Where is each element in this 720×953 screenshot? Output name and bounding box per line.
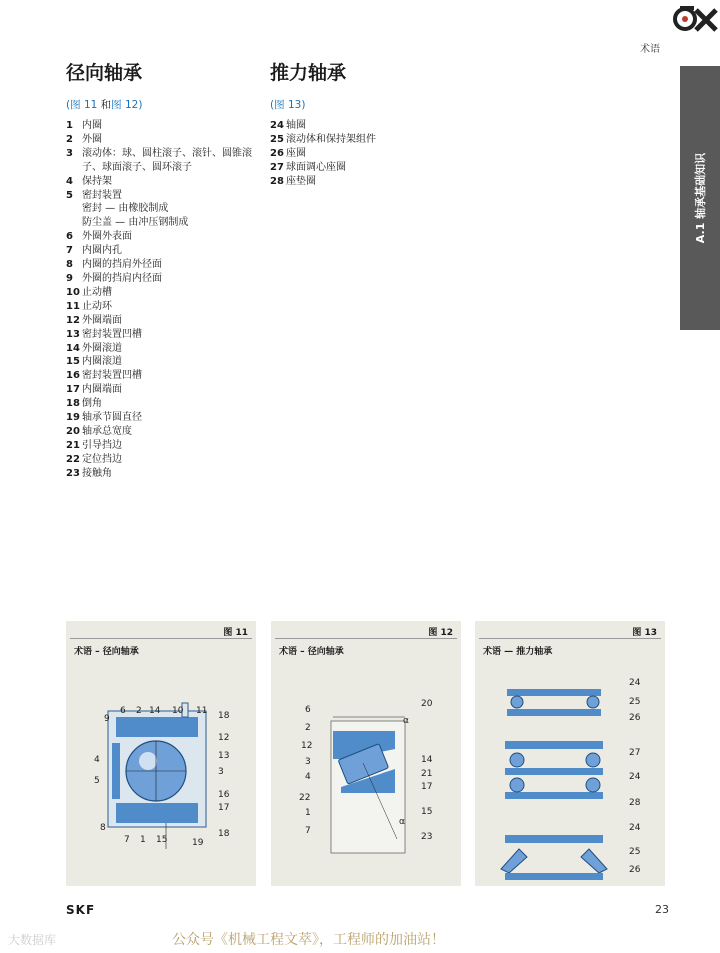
- callout-label: 4: [305, 772, 311, 782]
- callout-label: 7: [124, 835, 130, 845]
- callout-label: 6: [305, 705, 311, 715]
- term-text: 滚动体：球、圆柱滚子、滚针、圆锥滚子、球面滚子、圆环滚子: [82, 147, 252, 173]
- term-item: [66, 425, 266, 439]
- ref-and-text: 和: [97, 99, 112, 111]
- term-number: 8: [66, 259, 73, 271]
- callout-label: 24: [629, 772, 641, 782]
- term-number: 13: [66, 328, 80, 340]
- term-text: 密封装置凹槽: [82, 328, 142, 340]
- callout-label: 12: [301, 741, 313, 751]
- radial-terms-list: [66, 119, 266, 481]
- term-number: 21: [66, 439, 80, 451]
- brand-logo-icon: [672, 4, 718, 32]
- callout-label: 22: [299, 793, 311, 803]
- term-number: 17: [66, 384, 80, 396]
- term-item: [66, 286, 266, 300]
- term-item: [66, 328, 266, 342]
- chapter-tab-label: A.1 轴承基础知识: [694, 152, 707, 244]
- callout-label: 6: [120, 706, 126, 716]
- tapered-roller-bearing-diagram: [271, 659, 461, 886]
- term-number: 15: [66, 356, 80, 368]
- term-text: 轴承节圆直径: [82, 412, 142, 424]
- callout-label: 2: [305, 723, 311, 733]
- callout-label: 4: [94, 755, 100, 765]
- radial-bearings-column: [66, 60, 266, 481]
- term-number: 25: [270, 133, 284, 145]
- callout-label: 24: [629, 823, 641, 833]
- ref-paren-close: ): [301, 99, 306, 111]
- callout-label: 9: [104, 714, 110, 724]
- callout-label: 27: [629, 748, 641, 758]
- term-item: [66, 397, 266, 411]
- callout-label: 26: [629, 713, 641, 723]
- term-item: [66, 133, 266, 147]
- term-number: 1: [66, 120, 73, 131]
- term-item: [66, 467, 266, 481]
- term-number: [66, 216, 82, 230]
- term-number: 20: [66, 425, 80, 437]
- term-number: 6: [66, 231, 73, 243]
- figure-11-panel: [66, 621, 256, 886]
- figure-number: 图 11: [223, 628, 248, 638]
- figure-divider: [479, 638, 661, 639]
- term-text: 外圈滚道: [82, 342, 122, 354]
- callout-label: 10: [172, 706, 184, 716]
- term-text: 内圈的挡肩外径面: [82, 259, 162, 271]
- ref-paren-open: (: [66, 99, 71, 111]
- figure-11-link[interactable]: 图 11: [70, 99, 98, 111]
- figure-title: 术语 — 推力轴承: [483, 647, 553, 657]
- term-item: [66, 300, 266, 314]
- term-number: 5: [66, 189, 73, 201]
- term-item: [66, 314, 266, 328]
- term-text: 密封装置: [82, 189, 122, 201]
- chapter-side-tab: [680, 66, 720, 330]
- callout-label: 24: [629, 678, 641, 688]
- callout-label: 11: [196, 706, 208, 716]
- thrust-terms-list: [270, 119, 470, 189]
- skf-logo: SKF: [66, 903, 96, 917]
- term-text: 内圈: [82, 120, 102, 131]
- term-item: [66, 244, 266, 258]
- callout-label: 13: [218, 751, 230, 761]
- term-text: 座圈: [286, 147, 306, 159]
- term-number: 9: [66, 272, 73, 284]
- watermark-text: 大数据库: [8, 933, 57, 947]
- figure-13-link[interactable]: 图 13: [274, 99, 302, 111]
- term-text: 内圈内孔: [82, 245, 122, 257]
- callout-label: 25: [629, 847, 641, 857]
- term-text: 保持架: [82, 175, 112, 187]
- term-text: 外圈的挡肩内径面: [82, 272, 162, 284]
- callout-label: 20: [421, 699, 433, 709]
- term-item: [66, 258, 266, 272]
- term-item: [270, 175, 470, 189]
- term-number: 10: [66, 286, 80, 298]
- term-number: 7: [66, 245, 73, 257]
- term-item: [66, 202, 266, 216]
- term-number: 14: [66, 342, 80, 354]
- thrust-bearings-column: [270, 60, 470, 189]
- callout-label: 17: [218, 803, 230, 813]
- callout-label: 1: [305, 808, 311, 818]
- term-text: 内圈端面: [82, 384, 122, 396]
- term-number: 28: [270, 175, 284, 187]
- figure-number: 图 13: [632, 628, 657, 638]
- callout-label: 25: [629, 697, 641, 707]
- term-text: 密封 — 由橡胶制成: [82, 203, 169, 215]
- callout-label: 14: [421, 755, 433, 765]
- term-number: 19: [66, 412, 80, 424]
- term-number: 23: [66, 467, 80, 479]
- term-text: 球面调心座圈: [286, 161, 346, 173]
- figure-12-panel: [271, 621, 461, 886]
- term-text: 定位挡边: [82, 453, 122, 465]
- term-text: 轴圈: [286, 120, 306, 131]
- figure-13-panel: [475, 621, 665, 886]
- term-item: [66, 453, 266, 467]
- thrust-bearing-diagrams: [475, 659, 665, 886]
- figure-12-link[interactable]: 图 12: [111, 99, 139, 111]
- term-item: [66, 369, 266, 383]
- footer-caption: 公众号《机械工程文萃》，工程师的加油站！: [172, 932, 445, 948]
- term-item: [66, 355, 266, 369]
- term-text: 外圈端面: [82, 314, 122, 326]
- term-text: 防尘盖 — 由冲压钢制成: [82, 217, 189, 229]
- term-item: [66, 147, 266, 175]
- ref-paren-open: (: [270, 99, 275, 111]
- term-item: [66, 230, 266, 244]
- term-text: 密封装置凹槽: [82, 370, 142, 382]
- term-item: [66, 216, 266, 230]
- term-item: [66, 175, 266, 189]
- callout-label: α: [399, 817, 405, 827]
- callout-label: 28: [629, 798, 641, 808]
- deep-groove-ball-bearing-diagram: [66, 659, 256, 886]
- page-number: 23: [655, 903, 669, 916]
- radial-figure-refs: [66, 97, 266, 119]
- radial-bearings-heading: 径向轴承: [66, 62, 143, 84]
- figure-title: 术语 – 径向轴承: [74, 647, 139, 657]
- term-number: 26: [270, 147, 284, 159]
- callout-label: α: [403, 716, 409, 726]
- callout-label: 2: [136, 706, 142, 716]
- term-number: 12: [66, 314, 80, 326]
- callout-label: 18: [218, 711, 230, 721]
- thrust-bearings-heading: 推力轴承: [270, 62, 347, 84]
- term-item: [270, 119, 470, 133]
- term-text: 内圈滚道: [82, 356, 122, 368]
- callout-label: 23: [421, 832, 433, 842]
- term-number: [66, 202, 82, 216]
- callout-label: 1: [140, 835, 146, 845]
- callout-label: 8: [100, 823, 106, 833]
- term-text: 座垫圈: [286, 175, 316, 187]
- ref-paren-close: ): [138, 99, 143, 111]
- callout-label: 12: [218, 733, 230, 743]
- figure-divider: [275, 638, 457, 639]
- term-number: 2: [66, 133, 73, 145]
- callout-label: 14: [149, 706, 161, 716]
- callout-label: 3: [305, 757, 311, 767]
- thrust-figure-refs: [270, 97, 470, 119]
- term-item: [66, 342, 266, 356]
- term-text: 引导挡边: [82, 439, 122, 451]
- term-number: 16: [66, 370, 80, 382]
- term-number: 11: [66, 300, 80, 312]
- term-text: 外圈: [82, 133, 102, 145]
- callout-label: 17: [421, 782, 433, 792]
- term-item: [66, 119, 266, 133]
- callout-label: 19: [192, 838, 204, 848]
- term-number: 4: [66, 175, 73, 187]
- callout-label: 5: [94, 776, 100, 786]
- callout-label: 16: [218, 790, 230, 800]
- section-label: 术语: [640, 44, 660, 55]
- figure-number: 图 12: [428, 628, 453, 638]
- callout-label: 26: [629, 865, 641, 875]
- term-text: 止动槽: [82, 286, 112, 298]
- term-item: [66, 383, 266, 397]
- term-number: 18: [66, 398, 80, 410]
- term-text: 止动环: [82, 300, 112, 312]
- term-text: 外圈外表面: [82, 231, 132, 243]
- term-number: 24: [270, 120, 284, 131]
- term-number: 27: [270, 161, 284, 173]
- term-item: [66, 439, 266, 453]
- term-item: [66, 272, 266, 286]
- term-text: 滚动体和保持架组件: [286, 133, 376, 145]
- term-item: [270, 147, 470, 161]
- term-item: [270, 133, 470, 147]
- callout-label: 7: [305, 826, 311, 836]
- term-item: [66, 189, 266, 203]
- callout-label: 18: [218, 829, 230, 839]
- term-item: [270, 161, 470, 175]
- figure-divider: [70, 638, 252, 639]
- callout-label: 15: [421, 807, 433, 817]
- term-number: 22: [66, 453, 80, 465]
- callout-label: 21: [421, 769, 433, 779]
- term-number: 3: [66, 147, 73, 159]
- callout-label: 3: [218, 767, 224, 777]
- figure-title: 术语 – 径向轴承: [279, 647, 344, 657]
- term-text: 轴承总宽度: [82, 425, 132, 437]
- term-text: 接触角: [82, 467, 112, 479]
- term-item: [66, 411, 266, 425]
- term-text: 倒角: [82, 398, 102, 410]
- callout-label: 15: [156, 835, 168, 845]
